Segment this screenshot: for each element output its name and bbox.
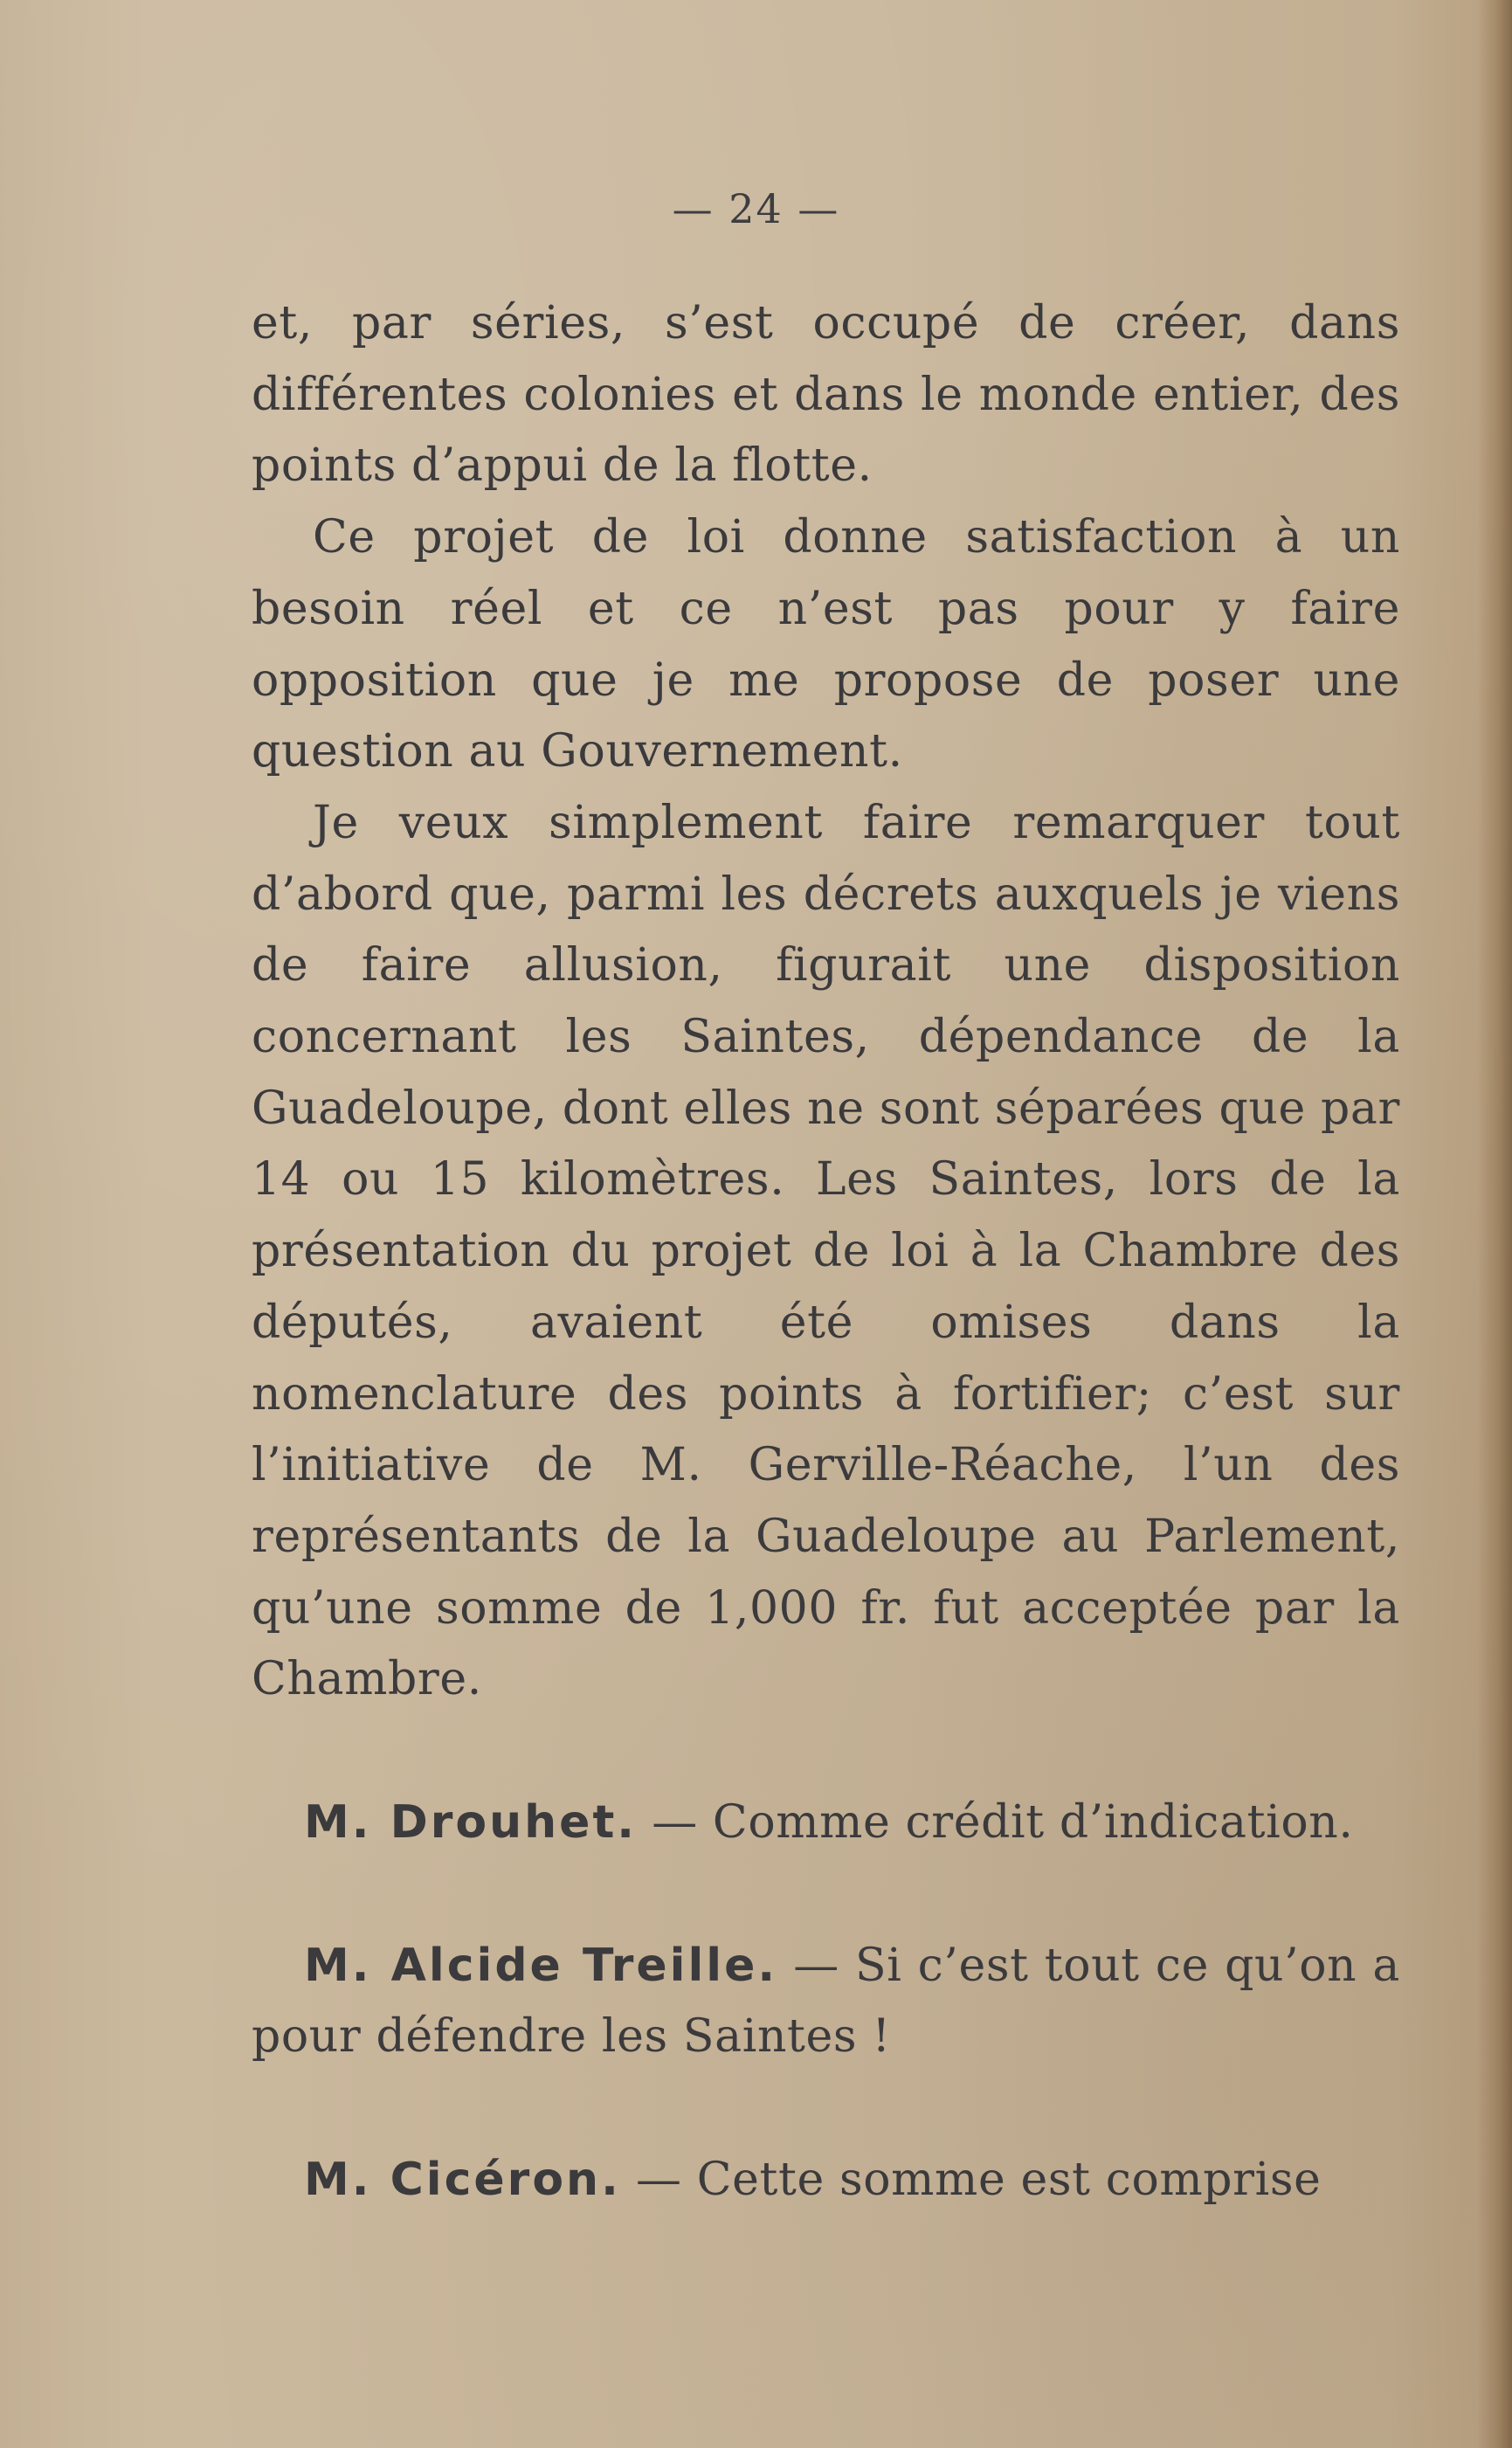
speech-text: — Cette somme est comprise: [635, 2154, 1322, 2207]
speaker-name: M. Alcide Treille.: [304, 1939, 778, 1992]
interjection-treille: [252, 1931, 1400, 2073]
speaker-name: M. Cicéron.: [304, 2154, 621, 2207]
page-number: — 24 —: [672, 185, 840, 232]
paragraph-projet-de-loi: Ce projet de loi donne satisfaction à un besoin réel et ce n’est pas pour y faire opposition que je me propose de poser une question au Gouvernement.: [252, 511, 1400, 778]
page-edge-shadow: [1477, 0, 1512, 2448]
speaker-name: M. Drouhet.: [304, 1796, 638, 1850]
body-text: [252, 288, 1400, 2216]
interjection-drouhet: [252, 1788, 1400, 1859]
speech-text: — Si c’est tout ce qu’on a pour défendre les Saintes !: [252, 1939, 1400, 2064]
speech-text: — Comme crédit d’indication.: [652, 1796, 1354, 1850]
paragraph-continuation: et, par séries, s’est occupé de créer, dans différentes colonies et dans le monde entier, des points d’appui de la flotte.: [252, 297, 1400, 493]
paragraph-saintes: Je veux simplement faire remarquer tout d’abord que, parmi les décrets auxquels je viens de faire allusion, figurait une disposition concernant les Saintes, dépendance de la Guadeloupe, dont elles ne sont séparées que par 14 ou 15 kilomètres. Les Saintes, lors de la présentation du projet de loi à la Chambre des députés, avaient été omises dans la nomenclature des points à fortifier; c’est sur l’initiative de M. Gerville-Réache, l’un des représentants de la Guadeloupe au Parlement, qu’une somme de 1,000 fr. fut acceptée par la Chambre.: [252, 796, 1400, 1706]
interjection-ciceron: [252, 2145, 1400, 2216]
